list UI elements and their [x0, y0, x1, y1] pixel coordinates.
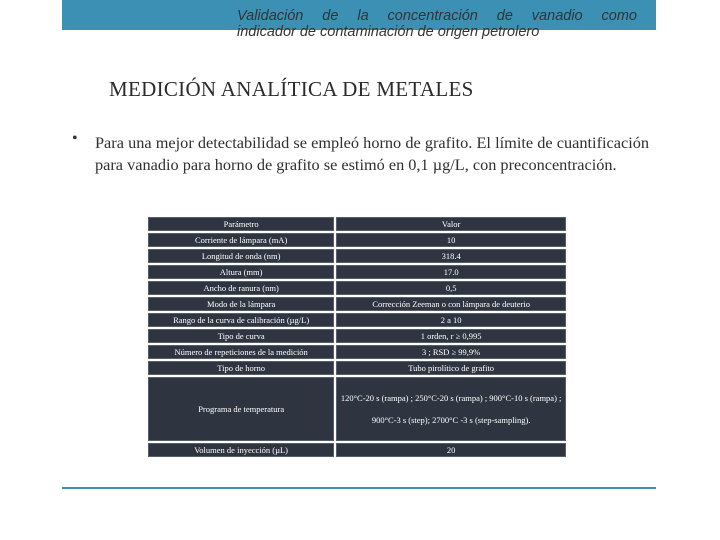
subtitle-line-2: indicador de contaminación de origen petrolero	[237, 24, 540, 40]
value-cell: 3 ; RSD ≥ 99,9%	[335, 344, 567, 360]
footer-divider	[62, 487, 656, 489]
slide-title: MEDICIÓN ANALÍTICA DE METALES	[109, 77, 474, 101]
header-cell-value: Valor	[335, 216, 567, 232]
table-row	[147, 376, 567, 442]
subtitle-line-1: Validación de la concentración de vanadio como	[237, 8, 637, 24]
param-cell: Modo de la lámpara	[147, 296, 335, 312]
table-row	[147, 312, 567, 328]
param-cell: Volumen de inyección (µL)	[147, 442, 335, 458]
param-cell: Corriente de lámpara (mA)	[147, 232, 335, 248]
value-cell: Corrección Zeeman o con lámpara de deuterio	[335, 296, 567, 312]
param-cell: Altura (mm)	[147, 264, 335, 280]
table-row	[147, 248, 567, 264]
param-cell: Número de repeticiones de la medición	[147, 344, 335, 360]
parameters-table	[146, 215, 568, 459]
param-cell: Rango de la curva de calibración (µg/L)	[147, 312, 335, 328]
bullet-text: Para una mejor detectabilidad se empleó horno de grafito. El límite de cuantificación para vanadio para horno de grafito se estimó en 0,1 µg/L, con preconcentración.	[95, 133, 649, 174]
value-cell: 0,5	[335, 280, 567, 296]
param-cell: Longitud de onda (nm)	[147, 248, 335, 264]
table-row	[147, 280, 567, 296]
param-cell: Ancho de ranura (nm)	[147, 280, 335, 296]
value-cell: 1 orden, r ≥ 0,995	[335, 328, 567, 344]
value-cell: 318.4	[335, 248, 567, 264]
value-cell: 17.0	[335, 264, 567, 280]
param-cell: Tipo de curva	[147, 328, 335, 344]
header-cell-parameter: Parámetro	[147, 216, 335, 232]
table-row	[147, 328, 567, 344]
table-row	[147, 360, 567, 376]
value-cell: 120°C-20 s (rampa) ; 250°C-20 s (rampa) ; 900°C-10 s (rampa) ; 900°C-3 s (step); 2700°C -3 s (step-sampling).	[335, 376, 567, 442]
table-row	[147, 296, 567, 312]
param-cell: Tipo de horno	[147, 360, 335, 376]
table-row	[147, 344, 567, 360]
value-cell: 10	[335, 232, 567, 248]
table-header-row	[147, 216, 567, 232]
table-row	[147, 232, 567, 248]
value-cell: Tubo pirolítico de grafito	[335, 360, 567, 376]
table-row	[147, 264, 567, 280]
presentation-subtitle	[237, 8, 637, 40]
param-cell: Programa de temperatura	[147, 376, 335, 442]
bullet-marker: •	[72, 130, 78, 147]
value-cell: 20	[335, 442, 567, 458]
value-cell: 2 a 10	[335, 312, 567, 328]
table-row	[147, 442, 567, 458]
